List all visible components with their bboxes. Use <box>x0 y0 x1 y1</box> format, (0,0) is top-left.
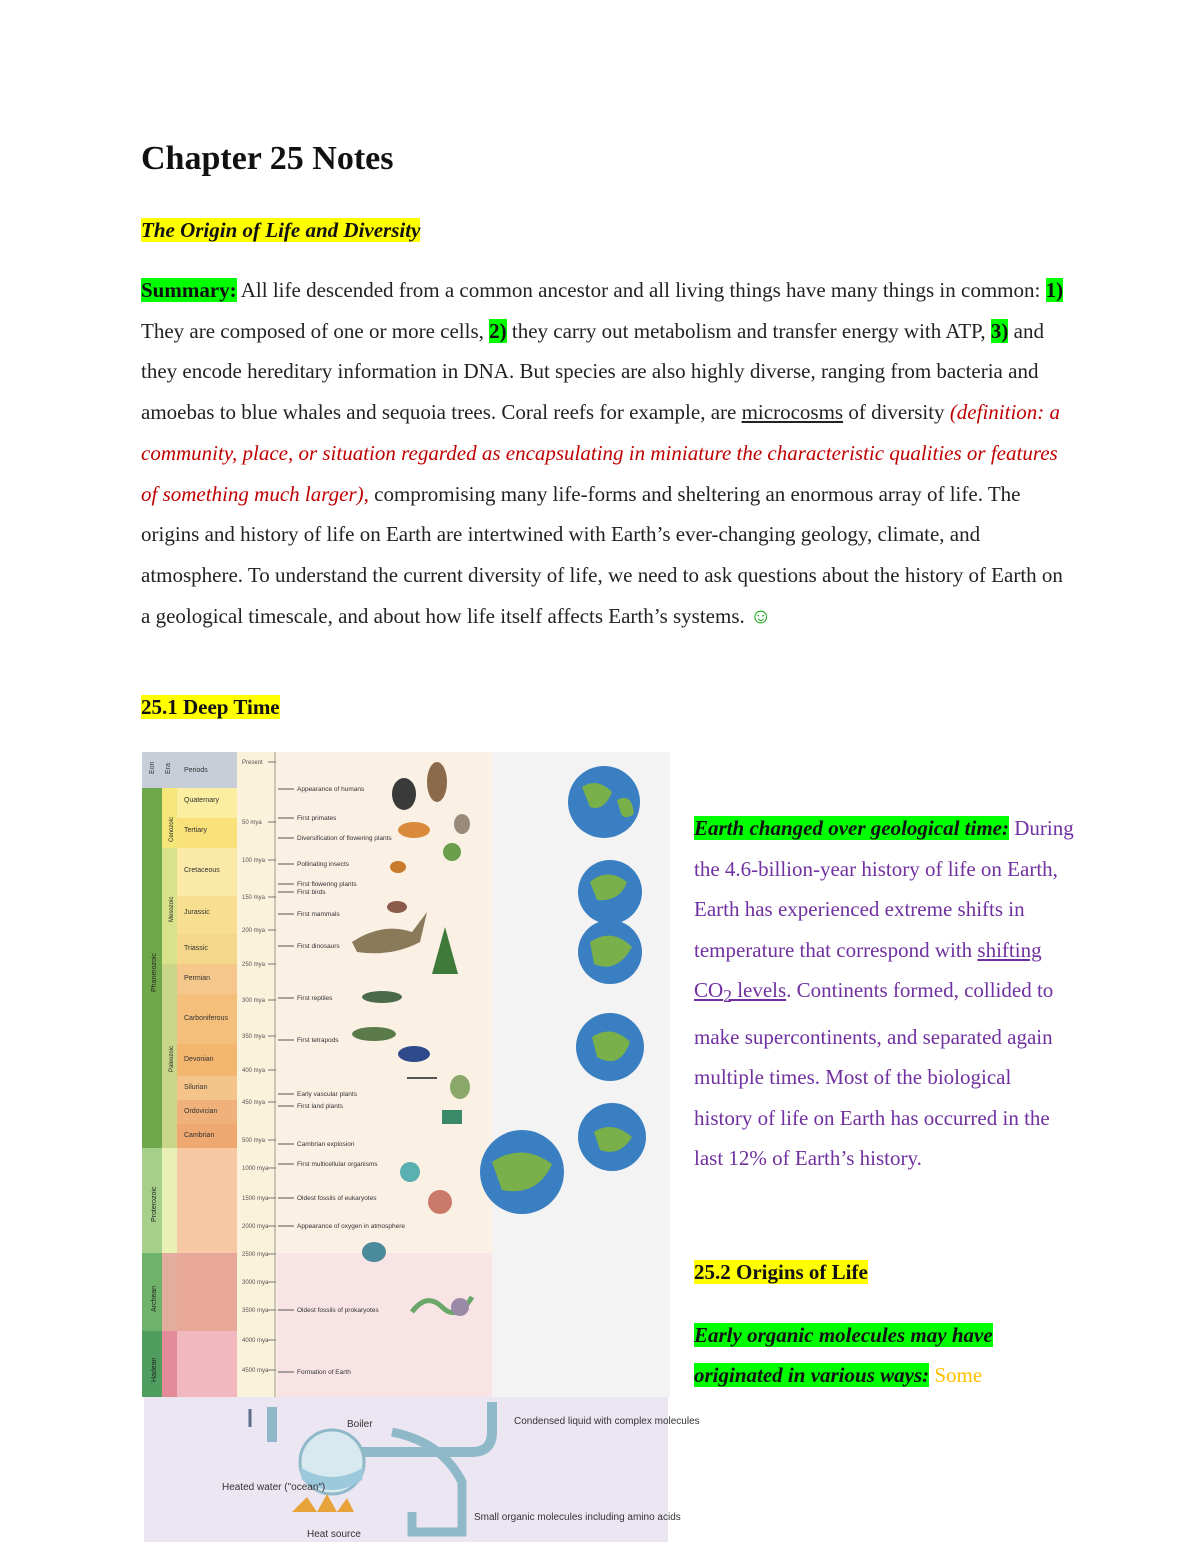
header-era: Era <box>165 763 172 774</box>
reptile-icon <box>362 991 402 1003</box>
trilobite-icon <box>442 1110 462 1124</box>
event-label: First reptiles <box>297 995 333 1002</box>
subtitle <box>141 218 420 243</box>
period-label: Cambrian <box>184 1132 215 1139</box>
period-label: Ordovician <box>184 1108 218 1115</box>
geological-time-paragraph <box>694 808 1074 1179</box>
event-label: Appearance of oxygen in atmosphere <box>297 1223 406 1230</box>
co2-link-b: levels <box>731 978 787 1002</box>
header-eon: Eon <box>149 761 156 774</box>
tick-label: 250 mya <box>242 962 266 968</box>
geological-time-lead: Earth changed over geological time: <box>694 816 1009 840</box>
summary-text-3: they carry out metabolism and transfer energy with ATP, <box>506 318 991 343</box>
event-label: Oldest fossils of eukaryotes <box>297 1195 377 1202</box>
tick-label: 500 mya <box>242 1138 266 1144</box>
time-axis-strip <box>237 752 277 1397</box>
origins-trail: Some <box>929 1363 983 1387</box>
geologic-timescale-figure <box>142 752 700 1545</box>
event-label: First tetrapods <box>297 1037 339 1044</box>
section-heading-deep-time-text: 25.1 Deep Time <box>141 695 280 719</box>
globes-band <box>492 752 670 1397</box>
tick-label: 350 mya <box>242 1034 266 1040</box>
period-proterozoic-block <box>177 1148 237 1253</box>
timescale-svg <box>142 752 700 1545</box>
tick-label: 300 mya <box>242 998 266 1004</box>
mammal-icon <box>387 901 407 913</box>
period-label: Devonian <box>184 1056 214 1063</box>
event-label: Early vascular plants <box>297 1091 357 1098</box>
tick-label: Present <box>242 760 263 766</box>
geological-time-text-2: . Continents formed, collided to make supercontinents, and separated again multiple times. Most of the biological history of life on Earth has occurred in the last 12% of Earth’s history. <box>694 978 1054 1171</box>
geological-time-text-1: During the 4.6-billion-year history of life on Earth, Earth has experienced extreme shifts in temperature that correspond with <box>694 816 1074 962</box>
fish-icon <box>398 1046 430 1062</box>
multicell-icon <box>400 1162 420 1182</box>
cyanobacteria-icon <box>362 1242 386 1262</box>
era-archean-sub <box>162 1253 177 1331</box>
event-label: Pollinating insects <box>297 861 350 868</box>
event-label: First dinosaurs <box>297 943 340 950</box>
fern-icon <box>450 1075 470 1099</box>
tick-label: 150 mya <box>242 895 266 901</box>
era-proterozoic-sub <box>162 1148 177 1253</box>
section-heading-origins-text: 25.2 Origins of Life <box>694 1260 868 1284</box>
header-periods: Periods <box>184 767 208 774</box>
tick-label: 4000 mya <box>242 1338 269 1344</box>
label-heated-water: Heated water ("ocean") <box>222 1482 326 1493</box>
co2-link-a: shifting CO <box>694 937 1042 1002</box>
section-heading-deep-time <box>141 695 280 720</box>
summary-label: Summary: <box>141 278 237 302</box>
summary-paragraph <box>141 270 1066 636</box>
event-label: First primates <box>297 815 337 822</box>
page-title: Chapter 25 Notes <box>141 140 394 177</box>
event-label: First multicellular organisms <box>297 1161 378 1168</box>
tick-label: 450 mya <box>242 1100 266 1106</box>
eukaryote-icon <box>428 1190 452 1214</box>
eon-label-proterozoic: Proterozoic <box>151 1186 158 1222</box>
section-heading-origins <box>694 1260 868 1285</box>
period-label: Carboniferous <box>184 1015 228 1022</box>
tick-label: 400 mya <box>242 1068 266 1074</box>
label-heat-source: Heat source <box>307 1529 361 1540</box>
event-label: Cambrian explosion <box>297 1141 355 1148</box>
tetrapod-icon <box>352 1027 396 1041</box>
event-label: First flowering plants <box>297 881 357 888</box>
summary-text-1: All life descended from a common ancestor and all living things have many things in common: <box>236 278 1046 302</box>
primate-icon <box>454 814 470 834</box>
subtitle-highlight: The Origin of Life and Diversity <box>141 218 421 242</box>
tick-label: 2500 mya <box>242 1252 269 1258</box>
label-condensed: Condensed liquid with complex molecules <box>514 1416 700 1427</box>
event-label: Appearance of humans <box>297 786 365 793</box>
tick-label: 50 mya <box>242 820 262 826</box>
microcosm-definition: (definition: a community, place, or situation regarded as encapsulating in miniature the characteristic qualities or features of something much larger), <box>141 400 1061 506</box>
gorilla-icon <box>392 778 416 810</box>
period-hadean-block <box>177 1331 237 1397</box>
event-label: Oldest fossils of prokaryotes <box>297 1307 379 1314</box>
event-label: First birds <box>297 889 326 896</box>
era-label-cenozoic: Cenozoic <box>169 816 175 842</box>
human-icon <box>427 762 447 802</box>
tiger-icon <box>398 822 430 838</box>
co2-subscript: 2 <box>723 986 732 1007</box>
summary-num-3: 3) <box>990 318 1009 343</box>
summary-num-1: 1) <box>1045 278 1064 302</box>
summary-text-4: and they encode hereditary information in DNA. But species are also highly diverse, ranging from bacteria and amoebas to blue whales and sequoia trees. Coral reefs for example, are <box>141 318 1044 425</box>
eon-label-phanerozoic: Phanerozoic <box>151 953 158 992</box>
tick-label: 100 mya <box>242 858 266 864</box>
period-label: Triassic <box>184 945 208 952</box>
period-label: Jurassic <box>184 909 210 916</box>
summary-text-5: of diversity <box>843 400 950 425</box>
origins-lead: Early organic molecules may have originated in various ways: <box>694 1323 993 1387</box>
period-label: Cretaceous <box>184 867 220 874</box>
eon-label-hadean: Hadean <box>151 1357 158 1382</box>
eon-label-archean: Archean <box>151 1285 158 1312</box>
era-label-paleozoic: Paleozoic <box>169 1045 175 1072</box>
event-label: Diversification of flowering plants <box>297 835 392 842</box>
period-label: Tertiary <box>184 827 207 834</box>
label-small-molecules: Small organic molecules including amino acids <box>474 1512 681 1523</box>
era-hadean-sub <box>162 1331 177 1397</box>
butterfly-icon <box>390 861 406 873</box>
tick-label: 200 mya <box>242 928 266 934</box>
tick-label: 3000 mya <box>242 1280 269 1286</box>
tick-label: 3500 mya <box>242 1308 269 1314</box>
plant-icon <box>443 843 461 861</box>
tick-label: 4500 mya <box>242 1368 269 1374</box>
microcosms-term: microcosms <box>741 400 844 425</box>
era-label-mesozoic: Mesozoic <box>169 896 175 922</box>
summary-text-6: compromising many life-forms and sheltering an enormous array of life. The origins and history of life on Earth are intertwined with Earth’s ever-changing geology, climate, and atmosphere. To understand the current diversity of life, we need to ask questions about the history of Earth on a geological timescale, and about how life itself affects Earth’s systems. <box>141 481 1063 628</box>
event-label: First mammals <box>297 911 340 918</box>
tick-label: 1000 mya <box>242 1166 269 1172</box>
origins-paragraph <box>694 1315 1074 1395</box>
tick-label: 1500 mya <box>242 1196 269 1202</box>
summary-num-2: 2) <box>489 318 507 343</box>
event-label: First land plants <box>297 1103 343 1110</box>
period-label: Silurian <box>184 1084 208 1091</box>
period-label: Quaternary <box>184 797 220 804</box>
period-archean-block <box>177 1253 237 1331</box>
smiley-icon: ☺ <box>750 603 772 628</box>
fossil-icon <box>451 1298 469 1316</box>
period-label: Permian <box>184 975 211 982</box>
tick-label: 2000 mya <box>242 1224 269 1230</box>
label-boiler: Boiler <box>347 1419 373 1430</box>
event-label: Formation of Earth <box>297 1369 351 1376</box>
summary-text-2: They are composed of one or more cells, <box>141 318 490 343</box>
